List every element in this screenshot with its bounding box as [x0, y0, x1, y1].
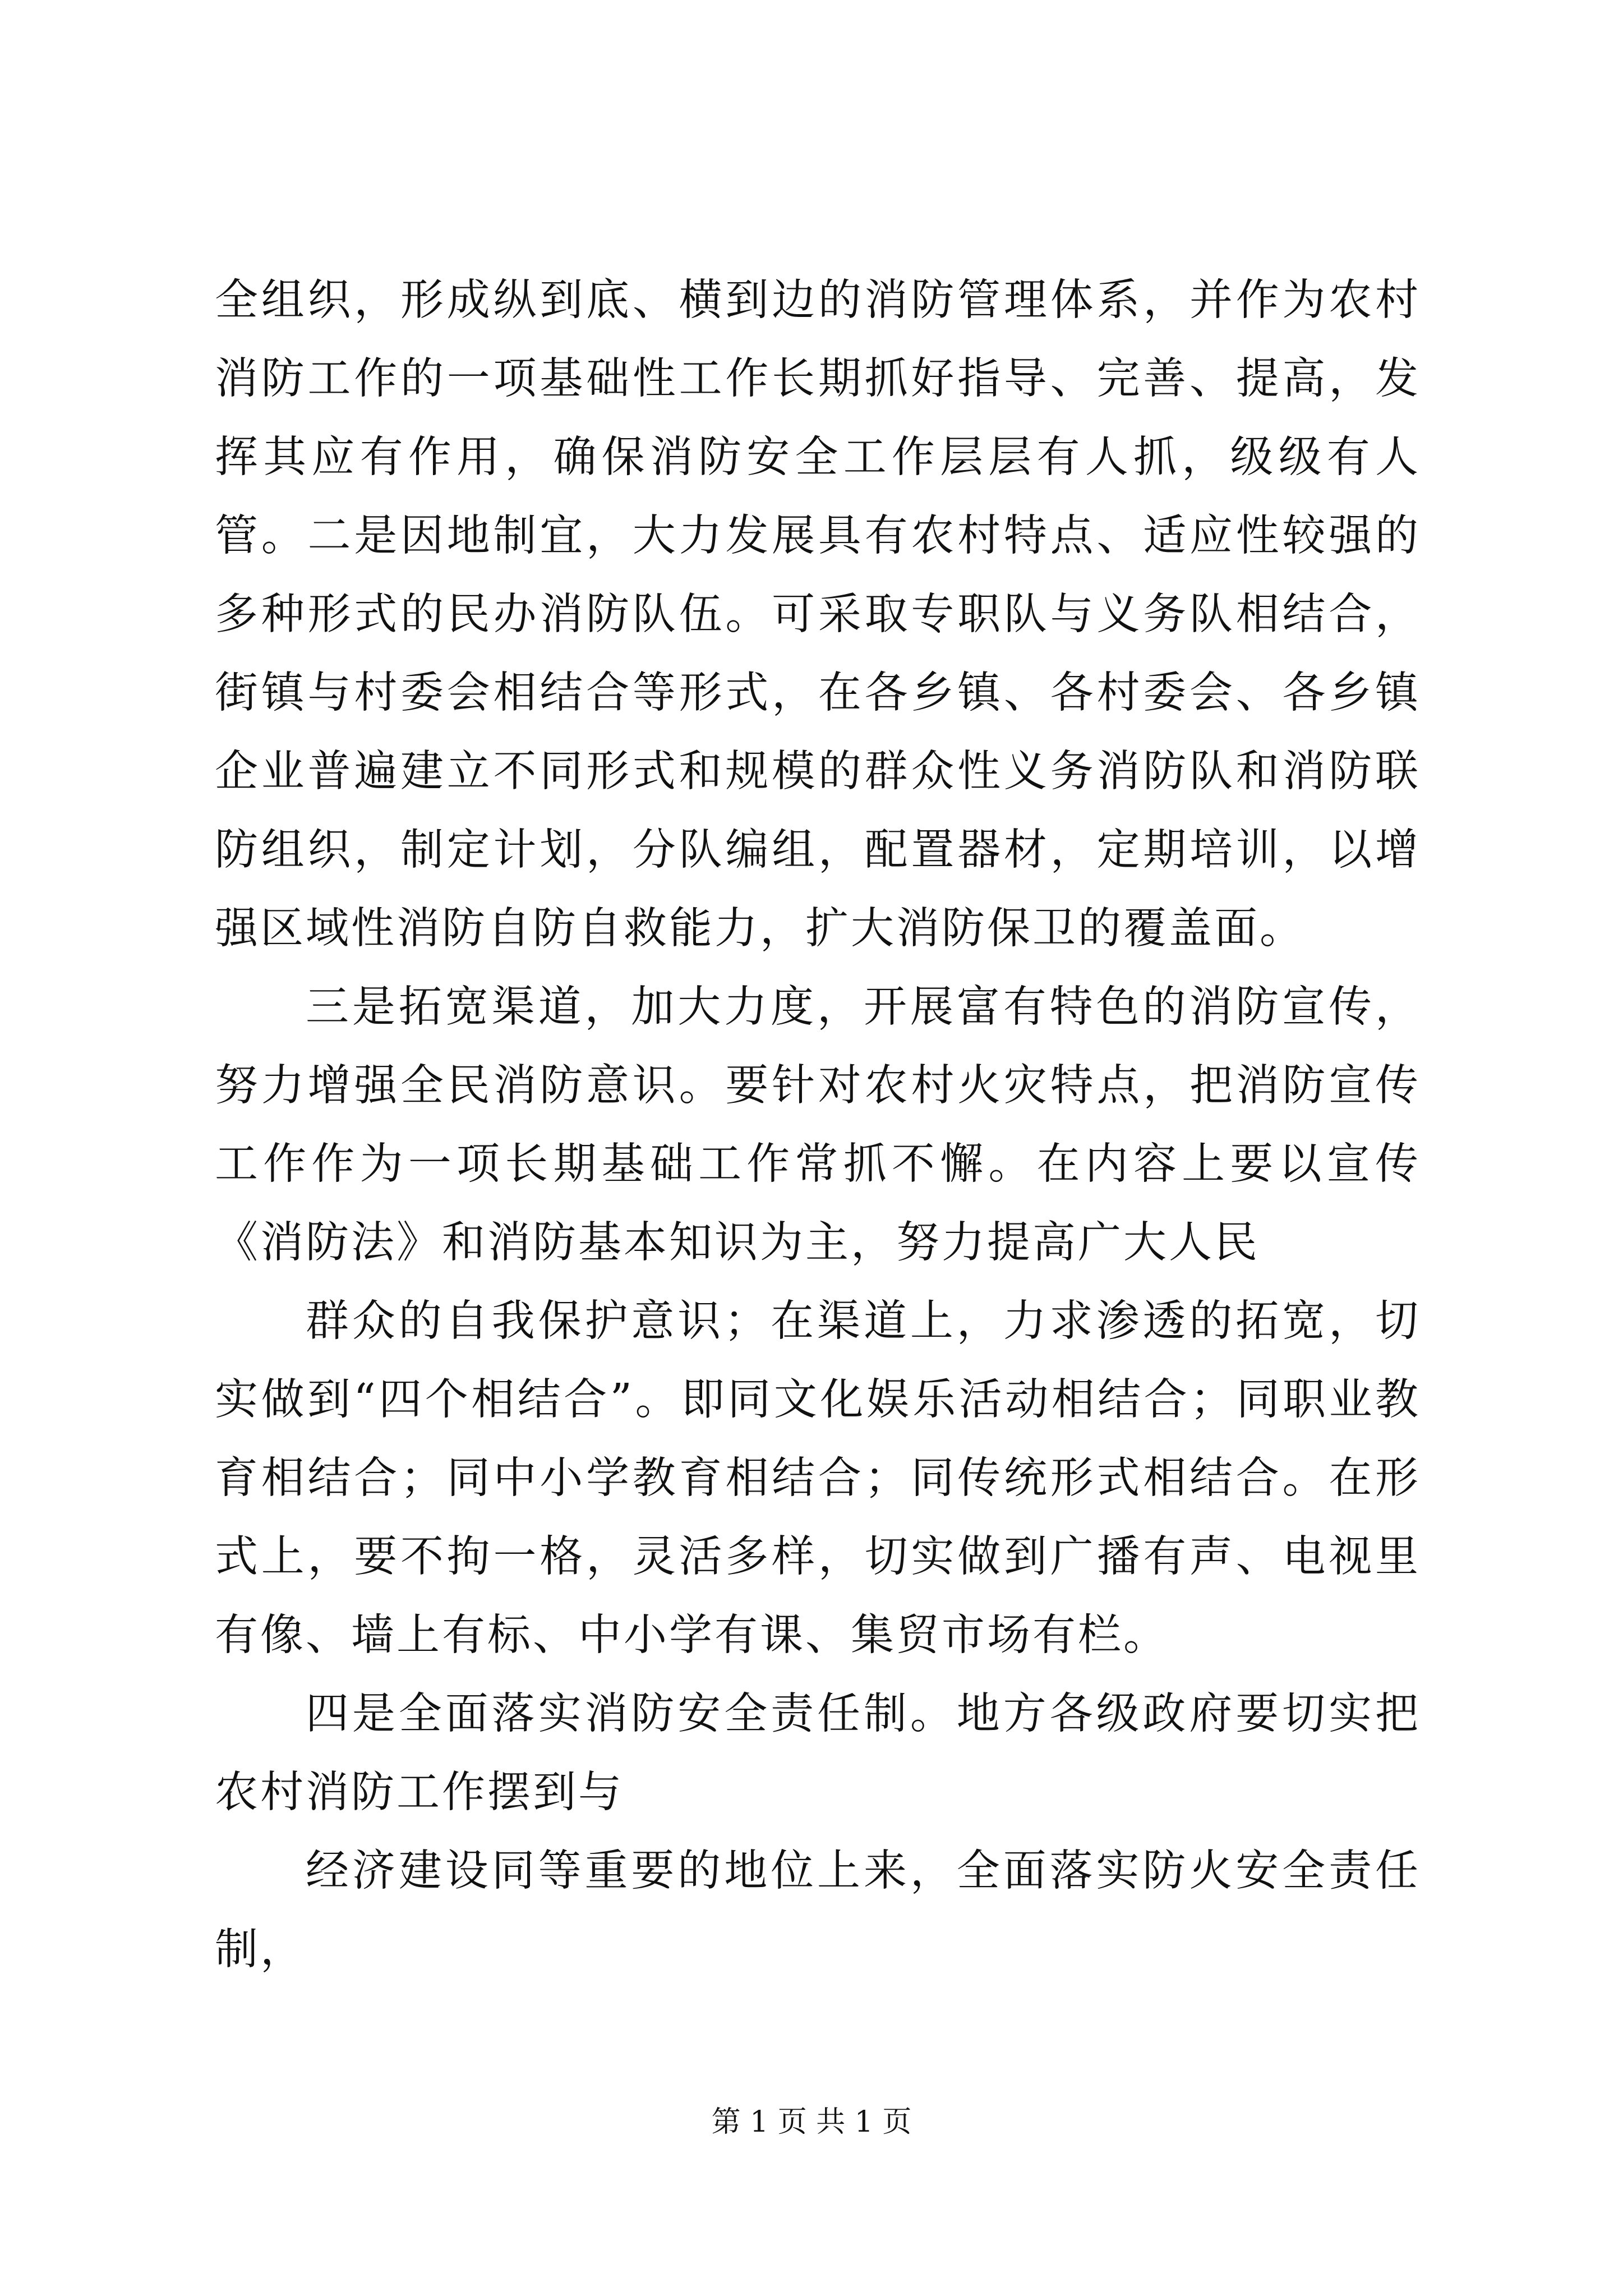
paragraph-1: 全组织，形成纵到底、横到边的消防管理体系，并作为农村消防工作的一项基础性工作长期抓好指导、完善、提高，发挥其应有作用，确保消防安全工作层层有人抓，级级有人管。二是因地制宜，大力发展具有农村特点、适应性较强的多种形式的民办消防队伍。可采取专职队与义务队相结合，街镇与村委会相结合等形式，在各乡镇、各村委会、各乡镇企业普遍建立不同形式和规模的群众性义务消防队和消防联防组织，制定计划，分队编组，配置器材，定期培训，以增强区域性消防自防自救能力，扩大消防保卫的覆盖面。	[215, 275, 1421, 954]
paragraph-3: 群众的自我保护意识；在渠道上，力求渗透的拓宽，切实做到“四个相结合”。即同文化娱乐活动相结合；同职业教育相结合；同中小学教育相结合；同传统形式相结合。在形式上，要不拘一格，灵活多样，切实做到广播有声、电视里有像、墙上有标、中小学有课、集贸市场有栏。	[215, 1296, 1421, 1660]
paragraph-2: 三是拓宽渠道，加大力度，开展富有特色的消防宣传，努力增强全民消防意识。要针对农村火灾特点，把消防宣传工作作为一项长期基础工作常抓不懈。在内容上要以宣传《消防法》和消防基本知识为主，努力提高广大人民	[215, 982, 1421, 1268]
document-body	[215, 261, 1421, 1989]
paragraph-5: 经济建设同等重要的地位上来，全面落实防火安全责任制，	[215, 1846, 1421, 1975]
paragraph-4: 四是全面落实消防安全责任制。地方各级政府要切实把农村消防工作摆到与	[215, 1689, 1421, 1818]
page-footer	[0, 2102, 1623, 2142]
page-number-label: 第 1 页 共 1 页	[711, 2105, 912, 2139]
